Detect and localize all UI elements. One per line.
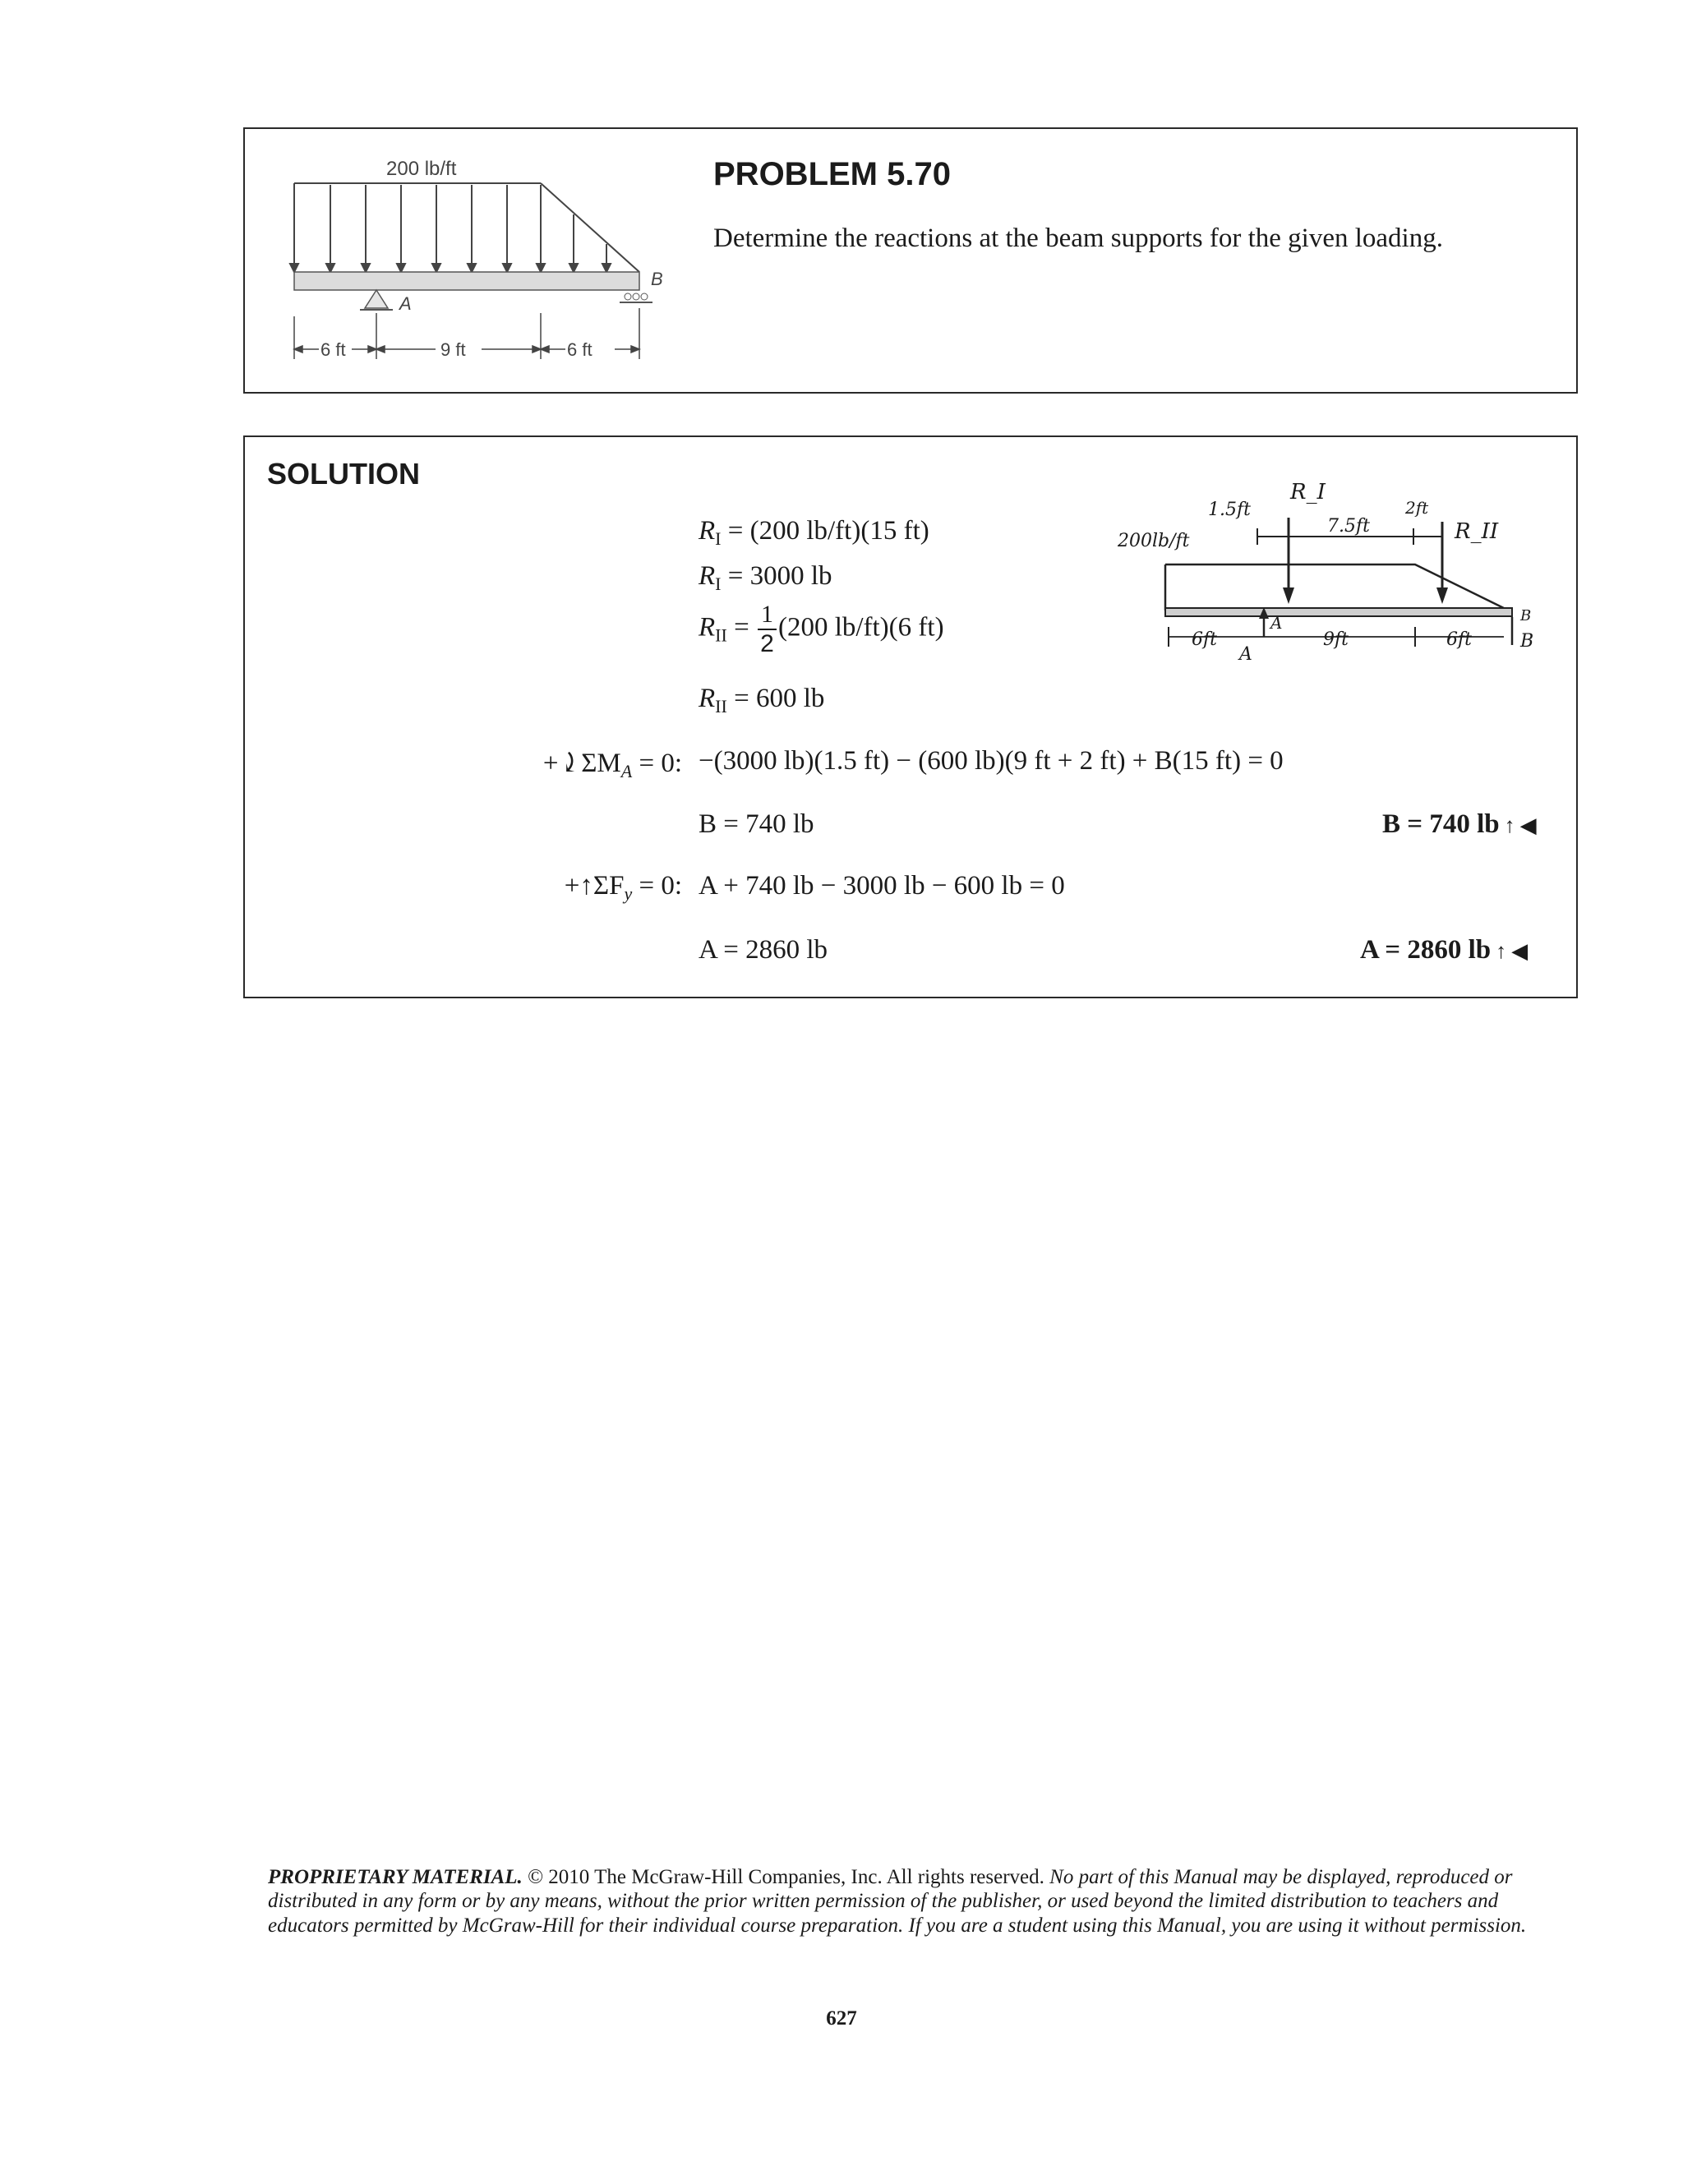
page-number: 627 [826, 2007, 857, 2030]
dim-6ft-right: 6 ft [567, 339, 593, 360]
sketch-load: 200lb/ft [1118, 531, 1190, 551]
force-sum-label: $+↑\Sigma F_y = 0$: [564, 871, 682, 904]
load-arrows [290, 185, 611, 272]
a-result: A = 2860 lb [699, 935, 828, 965]
answer-marker-icon: ◀ [1511, 939, 1529, 963]
support-a-label: A [399, 293, 412, 314]
sketch-dim-7-5: 7.5ft [1327, 516, 1370, 537]
fraction-one-half: $\frac{1}{2}$ [758, 602, 777, 657]
support-b-label: B [651, 269, 663, 289]
sketch-dim-6a: 6ft [1192, 629, 1217, 650]
copyright-notice [268, 1865, 1550, 1937]
problem-statement: Determine the reactions at the beam supports for the given loading. [713, 223, 1443, 253]
b-result: B = 740 lb [699, 809, 814, 839]
sketch-dim-6b: 6ft [1446, 629, 1472, 650]
sketch-r1: R_I [1290, 480, 1326, 505]
moment-sum-label: $+⤸\Sigma M_A = 0$: [542, 749, 682, 781]
answer-b: B = 740 lb ↑ ◀ [1382, 809, 1537, 839]
up-arrow-icon: ↑ [1496, 939, 1507, 963]
dim-6ft-left: 6 ft [320, 339, 346, 360]
problem-title: PROBLEM 5.70 [713, 156, 951, 192]
answer-a: A = 2860 lb ↑ ◀ [1360, 935, 1529, 965]
footer-notice: No part of this Manual may be displayed, reproduced or distributed in any form or by any means, without the prior written permission of the publisher, or used beyond the limited distribution to teachers and educators permitted by McGraw-Hill for their individual course preparation. If you are a student using this Manual, you are using it without permission. [268, 1866, 1527, 1937]
solution-title: SOLUTION [267, 457, 420, 491]
sketch-b-bottom: B [1520, 631, 1534, 652]
r1-expression: $R_I = (200$ lb/ft)(15 ft) [699, 516, 929, 549]
free-body-sketch [1118, 472, 1545, 661]
footer-lead: PROPRIETARY MATERIAL. [268, 1866, 523, 1888]
beam [294, 272, 639, 290]
problem-figure [279, 152, 674, 374]
support-a [365, 290, 388, 308]
sketch-a-top: A [1270, 613, 1283, 633]
dim-9ft: 9 ft [440, 339, 466, 360]
sketch-b-top: B [1520, 607, 1532, 624]
force-equation: A + 740 lb − 3000 lb − 600 lb = 0 [699, 871, 1065, 901]
footer-copyright: © 2010 The McGraw-Hill Companies, Inc. All rights reserved. [522, 1866, 1044, 1888]
moment-equation: −(3000 lb)(1.5 ft) − (600 lb)(9 ft + 2 ft) + B(15 ft) = 0 [699, 746, 1284, 776]
up-arrow-icon: ↑ [1504, 813, 1515, 837]
load-label: 200 lb/ft [386, 158, 457, 180]
sketch-a-bottom: A [1239, 644, 1252, 661]
sketch-dim-9: 9ft [1323, 629, 1349, 650]
sketch-r2: R_II [1455, 519, 1499, 544]
r2-expression: $R_{II}$ = $\frac{1}{2}$ (200 lb/ft)(6 ft) [699, 601, 944, 657]
support-b [620, 293, 652, 302]
answer-marker-icon: ◀ [1519, 813, 1537, 837]
r2-value: $R_{II} = 600$ lb [699, 684, 825, 716]
sketch-dim-2: 2ft [1405, 498, 1429, 518]
sketch-dim-1-5: 1.5ft [1208, 500, 1251, 520]
r1-value: $R_I = 3000$ lb [699, 561, 832, 594]
